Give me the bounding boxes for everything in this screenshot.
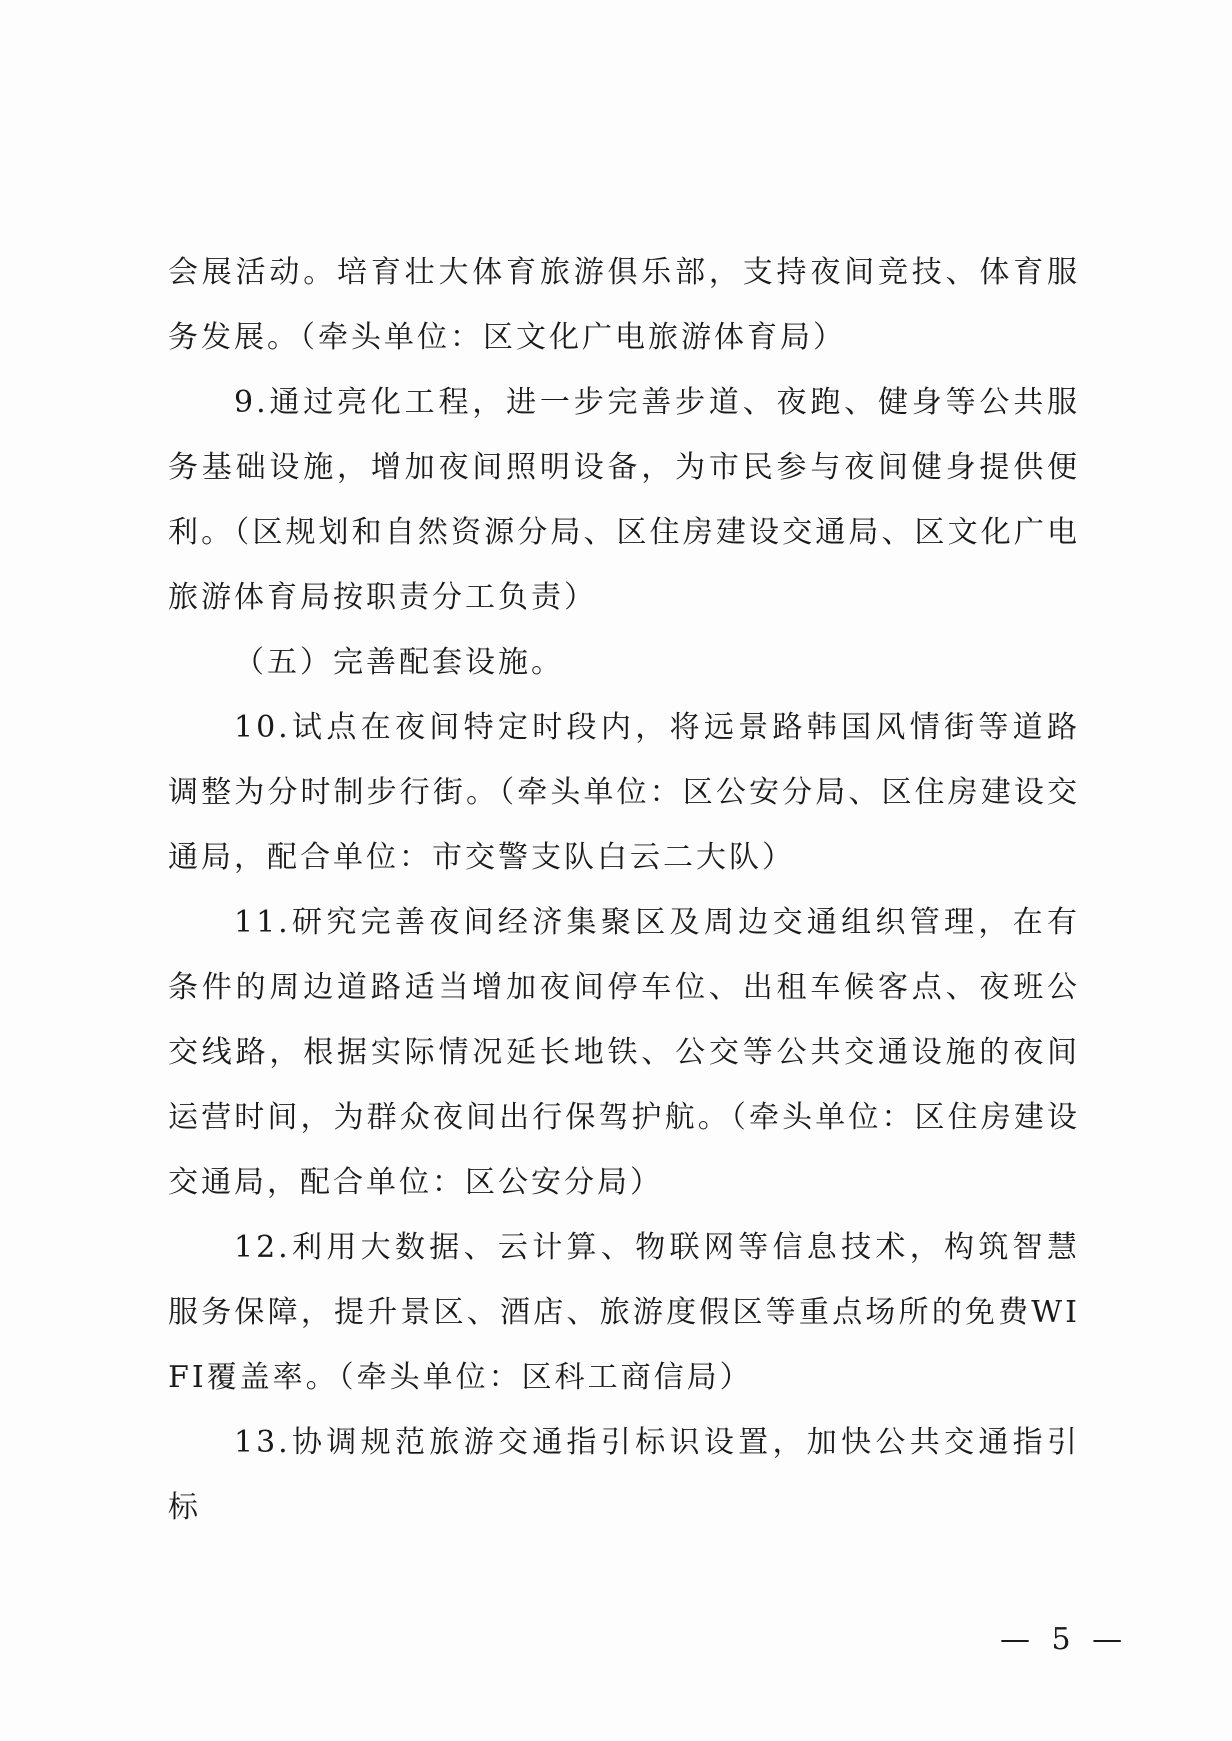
paragraph-item-13: 13.协调规范旅游交通指引标识设置，加快公共交通指引标 xyxy=(168,1425,1080,1525)
section-heading-5: （五）完善配套设施。 xyxy=(234,645,564,680)
paragraph-continuation: 会展活动。培育壮大体育旅游俱乐部，支持夜间竞技、体育服务发展。（牵头单位：区文化广电旅游体育局） xyxy=(168,255,1080,355)
document-body xyxy=(168,240,1080,1540)
paragraph-item-12: 12.利用大数据、云计算、物联网等信息技术，构筑智慧服务保障，提升景区、酒店、旅游度假区等重点场所的免费WIFI覆盖率。（牵头单位：区科工商信局） xyxy=(168,1230,1080,1395)
paragraph-item-10: 10.试点在夜间特定时段内，将远景路韩国风情街等道路调整为分时制步行街。（牵头单位：区公安分局、区住房建设交通局，配合单位：市交警支队白云二大队） xyxy=(168,710,1080,875)
page-number: — 5 — xyxy=(1000,1622,1129,1657)
paragraph-item-9: 9.通过亮化工程，进一步完善步道、夜跑、健身等公共服务基础设施，增加夜间照明设备，为市民参与夜间健身提供便利。（区规划和自然资源分局、区住房建设交通局、区文化广电旅游体育局按职责分工负责） xyxy=(168,385,1080,615)
paragraph-item-11: 11.研究完善夜间经济集聚区及周边交通组织管理，在有条件的周边道路适当增加夜间停车位、出租车候客点、夜班公交线路，根据实际情况延长地铁、公交等公共交通设施的夜间运营时间，为群众夜间出行保驾护航。（牵头单位：区住房建设交通局，配合单位：区公安分局） xyxy=(168,905,1080,1200)
